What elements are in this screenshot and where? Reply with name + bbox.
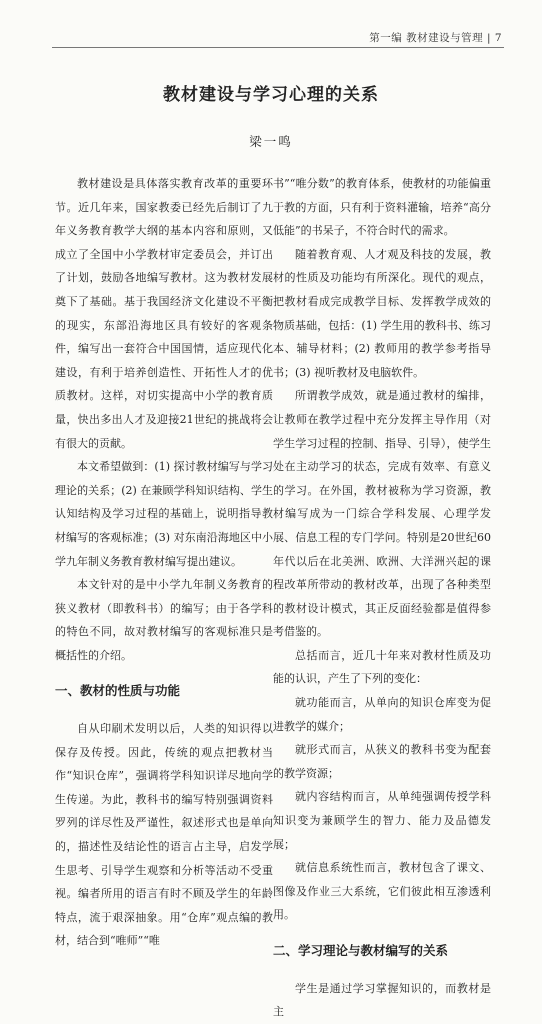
paragraph: 就形式而言，从狭义的教科书变为配套的教学资源； [273,743,491,780]
paragraph: 随着教育观、人才观及科技的发展，教材的性质及功能均有所深化。现代的观点，把教材看成完成教学目标、发挥教学成效的物质基础，包括：(1) 学生用的教科书、练习本、辅导材料；(2) 教师用的教学参考指导书；(3) 视听教材及电脑软件。 [273,247,491,379]
paragraph-continued: 书”“唯分数”的教育体系，使教材的功能偏重于教的方面，只有利于资料灌输，培养“高分低能”的书呆子，不符合时代的需求。 [273,177,491,238]
article-author: 梁一鸣 [249,134,293,149]
paragraph: 就信息系统性而言，教材包含了课文、图像及作业三大系统，它们彼此相互渗透利用。 [273,861,491,922]
section-heading: 二、学习理论与教材编写的关系 [273,943,449,958]
paragraph: 自从印刷术发明以后，人类的知识得以保存及传授。因此，传统的观点把教材当作“知识仓库”，强调将学科知识详尽地向学生传递。为此，教科书的编写特别强调资料罗列的详尽性及严谨性，叙述形式也是单向的，描述性及结论性的语言占主导，启发学生思考、引导学生观察和分析等活动不受重视。编者所用的语言有时不顾及学生的年龄特点，流于艰深抽象。用“仓库”观点编的教材，结合到“唯师”“唯 [55,722,273,948]
section-heading: 一、教材的性质与功能 [55,683,181,699]
header-rule [52,47,504,48]
paragraph: 所谓教学成效，就是通过教材的编排，让教师在教学过程中充分发挥主导作用（对学生学习过程的控制、指导、引导），使学生处在主动学习的状态，完成有效率、有意义的学习。在外国，教材被称为学习资源，教材编写成为一门综合学科发展、心理学发展、信息工程的专门学问。特别是20世纪60年代以后在北美洲、欧洲、大洋洲兴起的课程改革所带动的教材改革，出现了各种类型的教材设计模式，其正反面经验都是值得参考借鉴的。 [273,389,491,639]
paragraph: 总括而言，近几十年来对教材性质及功能的认识，产生了下列的变化： [273,648,491,686]
paragraph: 本文希望做到：(1) 探讨教材编写与学习理论的关系；(2) 在兼顾学科知识结构、学生认知结构及学习过程的基础上，说明指导教材编写的客观标准；(3) 对东南沿海地区中小学九年制义务教育教材编写提出建议。 [55,460,273,568]
left-column [55,172,273,953]
paragraph: 就内容结构而言，从单纯强调传授学科知识变为兼顾学生的智力、能力及品德发展； [273,790,491,851]
paragraph: 学生是通过学习掌握知识的，而教材是主 [273,981,491,1019]
paragraph: 本文针对的是中小学九年制义务教育的狭义教材（即教科书）的编写；由于各学科的特色不同，故对教材编写的客观标准只是概括性的介绍。 [55,578,273,662]
article-title: 教材建设与学习心理的关系 [163,85,379,105]
paragraph: 就功能而言，从单向的知识仓库变为促进教学的媒介； [273,696,491,733]
right-column [273,172,491,1024]
running-head: 第一编 教材建设与管理 | 7 [369,32,502,44]
paragraph: 教材建设是具体落实教育改革的重要环节。近几年来，国家教委已经先后制订了九年义务教育教学大纲的基本内容和原则，又成立了全国中小学教材审定委员会，并订出了计划，鼓励各地编写教材。这为教材发展奠下了基础。基于我国经济文化建设不平衡的现实，东部沿海地区具有较好的客观条件，编写出一套符合中国国情，适应现代化建设，有利于培养创造性、开拓性人才的优质教材。这样，对切实提高中小学的教育质量，快出多出人才及迎接21世纪的挑战将会有很大的贡献。 [55,177,273,450]
